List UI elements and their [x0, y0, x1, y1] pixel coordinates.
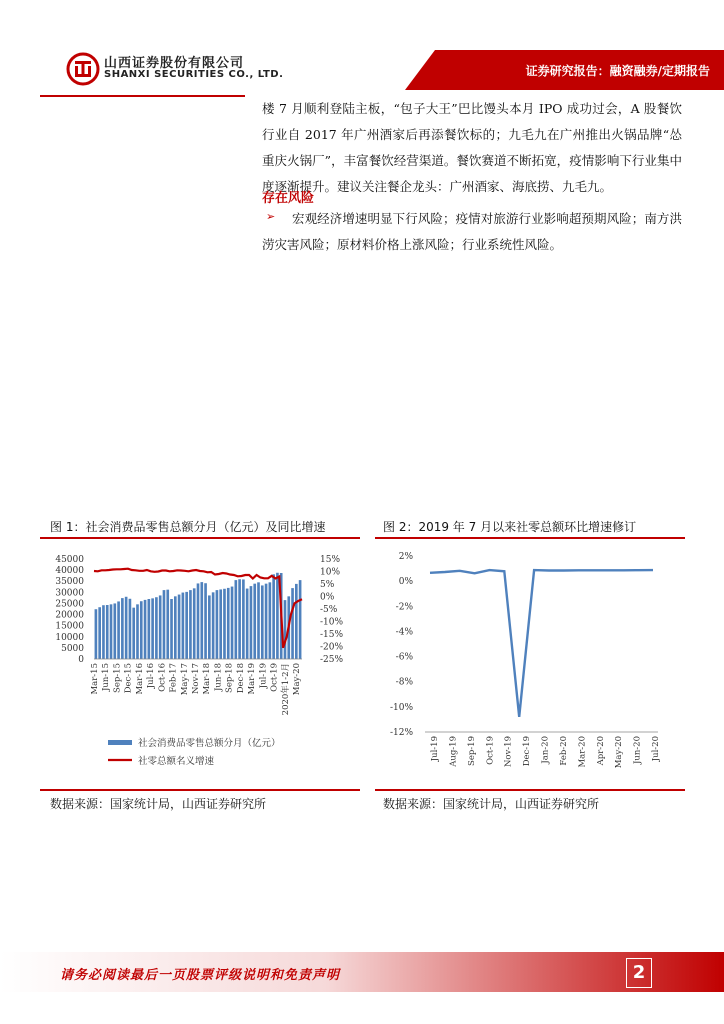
chart1-x-tick-label: Mar-18: [202, 663, 213, 695]
chart1-bar: [129, 599, 132, 659]
chart1-bar: [238, 579, 241, 659]
chart2-y-tick-label: -2%: [395, 602, 413, 613]
chart1-bar: [174, 596, 177, 659]
chart1-bar: [204, 583, 207, 659]
chart2-y-tick-label: -4%: [395, 627, 413, 638]
chart2-y-tick-label: 0%: [398, 577, 413, 588]
left-axis-tick-label: 25000: [55, 599, 84, 610]
company-logo: [66, 52, 100, 86]
chart1-bar: [265, 584, 268, 659]
chart1-legend-label-line: 社零总额名义增速: [138, 756, 215, 767]
left-axis-tick-label: 10000: [55, 632, 84, 643]
header-divider: [40, 95, 245, 97]
chart1-x-tick-label: Dec-18: [235, 663, 246, 694]
chart1-bar: [219, 589, 222, 659]
chart1-bar: [136, 604, 139, 659]
chart1-bar: [144, 600, 147, 659]
company-name-cn: 山西证券股份有限公司: [104, 56, 245, 71]
chart1-bar: [216, 590, 219, 659]
chart1-x-tick-label: Jul-19: [258, 663, 269, 689]
chart1-bar: [276, 573, 279, 659]
chart2-x-tick-label: Jul-20: [651, 736, 661, 762]
chart1-bar: [155, 597, 158, 659]
right-axis-tick-label: -10%: [320, 617, 344, 628]
right-axis-tick-label: -5%: [320, 605, 338, 615]
right-axis-tick-label: 10%: [320, 567, 341, 578]
chart1-bar: [223, 589, 226, 659]
chart1-x-tick-label: May-20: [292, 663, 302, 696]
chart1-legend-label-bars: 社会消费品零售总额分月（亿元）: [138, 738, 281, 749]
chart1-bar: [151, 598, 154, 659]
chart1-bar: [170, 599, 173, 659]
chart1-x-tick-label: Oct-16: [157, 663, 168, 692]
left-axis-tick-label: 20000: [55, 610, 84, 621]
chart1-bar: [197, 583, 200, 659]
chart2-revision-line: [430, 570, 653, 717]
risk-text: 宏观经济增速明显下行风险；疫情对旅游行业影响超预期风险；南方洪涝灾害风险；原材料价格上涨风险；行业系统性风险。: [262, 211, 682, 252]
left-axis-tick-label: 5000: [61, 643, 84, 654]
chart1-bar: [208, 595, 211, 659]
figure1-bottom-rule: [40, 789, 360, 791]
chart2-x-tick-label: Jun-20: [632, 736, 643, 765]
chart2-y-tick-label: 2%: [398, 552, 413, 562]
chart1-bar: [272, 574, 275, 659]
chart1-bar: [95, 609, 98, 659]
figure2-top-rule: [375, 537, 685, 539]
right-axis-tick-label: -20%: [320, 642, 344, 653]
chart1-x-tick-label: Sep-18: [224, 663, 235, 693]
chart1-bar: [106, 605, 109, 659]
risk-heading: 存在风险: [262, 191, 315, 206]
chart2-x-tick-label: Apr-20: [595, 736, 606, 766]
chart2-x-tick-label: Jul-19: [430, 736, 440, 762]
chart1-bar: [257, 582, 260, 659]
chart1-x-tick-label: Jun-18: [213, 663, 224, 692]
chart1-x-tick-label: Nov-17: [191, 663, 201, 695]
right-axis-tick-label: 15%: [320, 555, 341, 565]
bullet-arrow-icon: ➢: [266, 210, 276, 223]
left-axis-tick-label: 0: [78, 655, 84, 665]
chart1-x-tick-label: Mar-19: [247, 663, 258, 695]
chart1-bar: [246, 589, 249, 659]
chart2-x-tick-label: Jan-20: [540, 736, 551, 764]
chart2-y-tick-label: -10%: [389, 702, 413, 713]
left-axis-tick-label: 40000: [55, 566, 84, 577]
chart1-bar: [125, 597, 128, 659]
chart1-bar: [102, 605, 105, 659]
chart1-bar: [110, 604, 113, 659]
chart1-bar: [261, 585, 264, 659]
chart1-bar: [189, 590, 192, 659]
chart1-bar: [200, 582, 203, 659]
chart1-x-tick-label: Mar-16: [134, 663, 145, 695]
chart1-bar: [250, 586, 253, 659]
figure2-chart: [375, 545, 685, 785]
chart1-bar: [253, 584, 256, 659]
chart2-x-tick-label: May-20: [614, 736, 625, 769]
chart1-bar: [185, 592, 188, 659]
left-axis-tick-label: 30000: [55, 588, 84, 599]
chart1-bar: [212, 592, 215, 659]
footer-disclaimer: 请务必阅读最后一页股票评级说明和免责声明: [60, 968, 341, 983]
chart2-x-tick-label: Aug-19: [448, 736, 459, 767]
chart1-x-tick-label: Jul-16: [146, 663, 157, 689]
figure2-title: 图 2：2019 年 7 月以来社零总额环比增速修订: [383, 520, 637, 534]
chart1-bar: [166, 590, 169, 659]
chart1-x-tick-label: Feb-17: [168, 663, 179, 693]
chart2-x-tick-label: Nov-19: [503, 736, 514, 768]
right-axis-tick-label: -15%: [320, 630, 344, 640]
chart1-bar: [132, 608, 135, 659]
body-paragraph: 楼 7 月顺利登陆主板，“包子大王”巴比馒头本月 IPO 成功过会，A 股餐饮行业自 2017 年广州酒家后再添餐饮标的；九毛九在广州推出火锅品牌“怂重庆火锅厂”，丰富餐饮经营渠道。餐饮赛道不断拓宽，疫情影响下行业集中度逐渐提升。建议关注餐企龙头：广州酒家、海底捞、九毛九。: [262, 101, 682, 194]
right-axis-tick-label: 0%: [320, 592, 335, 603]
report-type-label: 证券研究报告：融资融券/定期报告: [525, 64, 710, 78]
chart1-legend-swatch-bars: [108, 740, 132, 745]
left-axis-tick-label: 45000: [55, 555, 84, 565]
chart1-bar: [291, 588, 294, 659]
right-axis-tick-label: 5%: [320, 580, 335, 590]
chart2-x-tick-label: Dec-19: [522, 736, 533, 767]
chart1-bar: [227, 588, 230, 659]
chart1-bar: [140, 601, 143, 659]
chart2-x-tick-label: Feb-20: [558, 736, 569, 766]
figure2-source: 数据来源：国家统计局，山西证券研究所: [383, 797, 600, 811]
chart1-bar: [231, 587, 234, 659]
chart1-bar: [284, 600, 287, 659]
left-axis-tick-label: 35000: [55, 577, 84, 588]
figure1-source: 数据来源：国家统计局，山西证券研究所: [50, 797, 267, 811]
left-axis-tick-label: 15000: [55, 621, 84, 632]
chart2-x-tick-label: Mar-20: [577, 736, 588, 768]
chart1-bar: [159, 595, 162, 659]
chart1-bar: [163, 590, 166, 659]
chart1-x-tick-label: Oct-19: [269, 663, 280, 692]
chart1-x-tick-label: Dec-15: [123, 663, 134, 694]
chart2-y-tick-label: -6%: [395, 652, 413, 663]
chart1-bar: [121, 598, 124, 659]
chart2-x-tick-label: Oct-19: [485, 736, 496, 765]
company-name-en: SHANXI SECURITIES CO., LTD.: [104, 69, 284, 80]
chart1-x-tick-label: May-17: [179, 663, 190, 696]
chart1-bar: [117, 601, 120, 659]
chart1-x-tick-label: Jun-15: [101, 663, 112, 692]
figure2-bottom-rule: [375, 789, 685, 791]
chart1-bar: [182, 593, 185, 659]
chart1-bar: [98, 607, 101, 659]
chart1-bar: [269, 582, 272, 659]
chart1-bar: [193, 588, 196, 659]
figure1-title: 图 1：社会消费品零售总额分月（亿元）及同比增速: [50, 520, 326, 534]
figure1-top-rule: [40, 537, 360, 539]
chart1-bar: [113, 603, 116, 659]
chart1-bar: [148, 599, 151, 659]
chart1-bar: [234, 580, 237, 659]
chart1-bar: [295, 584, 298, 659]
chart1-x-tick-label: Mar-15: [90, 663, 100, 695]
chart1-bar: [178, 595, 181, 659]
figure1-chart: [40, 545, 360, 785]
right-axis-tick-label: -25%: [320, 655, 344, 665]
chart2-y-tick-label: -12%: [389, 728, 413, 738]
chart1-x-tick-label: Sep-15: [112, 663, 123, 693]
chart1-bar: [242, 579, 245, 659]
page-number: 2: [626, 958, 652, 988]
chart2-x-tick-label: Sep-19: [466, 736, 477, 766]
chart1-x-tick-label: 2020年1-2月: [280, 663, 291, 716]
chart1-bar: [299, 580, 302, 659]
chart2-y-tick-label: -8%: [395, 677, 413, 688]
